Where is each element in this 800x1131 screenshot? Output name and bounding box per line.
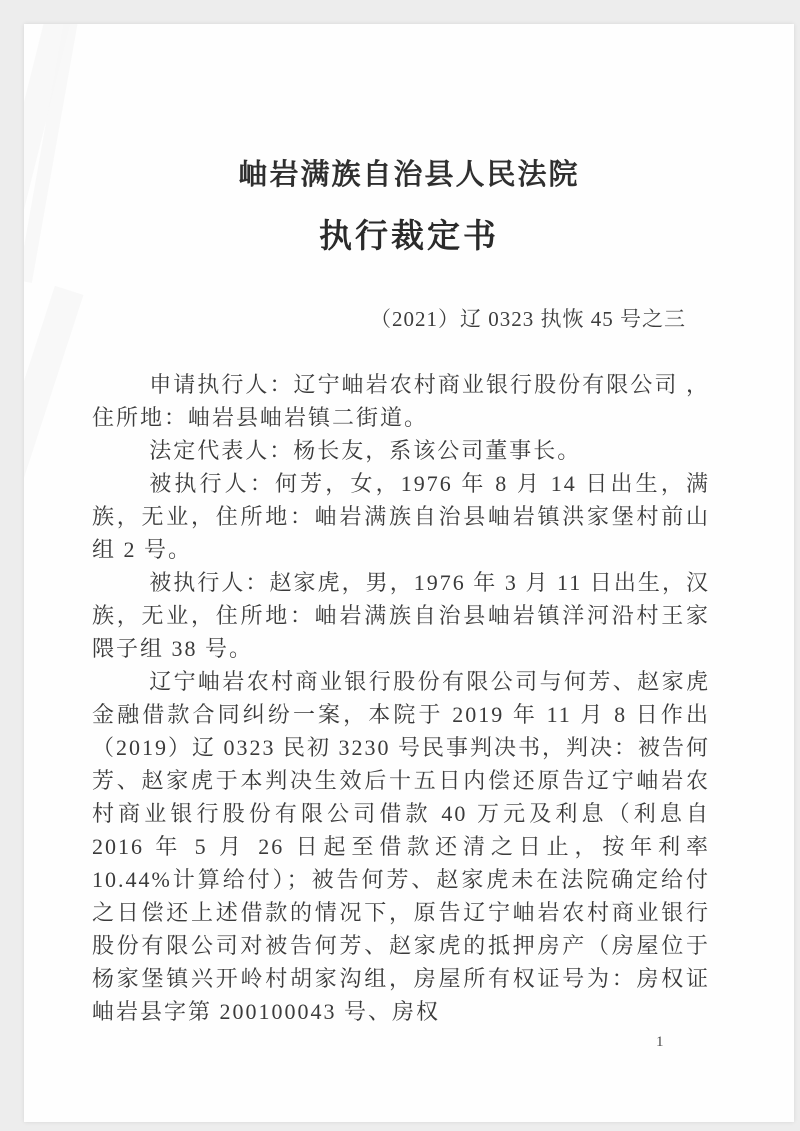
paragraph-respondent-2: 被执行人：赵家虎，男，1976 年 3 月 11 日出生，汉族，无业，住所地：岫岩满族自治县岫岩镇洋河沿村王家隈子组 38 号。 — [92, 570, 710, 661]
paragraph-case-history: 辽宁岫岩农村商业银行股份有限公司与何芳、赵家虎金融借款合同纠纷一案，本院于 2019 年 11 月 8 日作出（2019）辽 0323 民初 3230 号民事判决书，判决：被告何芳、赵家虎于本判决生效后十五日内偿还原告辽宁岫岩农村商业银行股份有限公司借款 40 万元及利息（利息自 2016 年 5 月 26 日起至借款还清之日止，按年利率 10.44%计算给付）；被告何芳、赵家虎未在法院确定给付之日偿还上述借款的情况下，原告辽宁岫岩农村商业银行股份有限公司对被告何芳、赵家虎的抵押房产（房屋位于杨家堡镇兴开岭村胡家沟组，房屋所有权证号为：房权证岫岩县字第 200100043 号、房权 — [92, 669, 711, 1024]
paragraph-respondent-1: 被执行人：何芳，女，1976 年 8 月 14 日出生，满族，无业，住所地：岫岩满族自治县岫岩镇洪家堡村前山组 2 号。 — [92, 471, 710, 562]
court-name-heading: 岫岩满族自治县人民法院 — [238, 159, 580, 191]
case-number: （2021）辽 0323 执恢 45 号之三 — [370, 307, 686, 331]
document-title: 执行裁定书 — [319, 219, 499, 255]
page-number: 1 — [656, 1034, 664, 1050]
document-body — [24, 368, 794, 1028]
document-page — [24, 24, 794, 1122]
paragraph-applicant: 申请执行人：辽宁岫岩农村商业银行股份有限公司 ，住所地：岫岩县岫岩镇二街道。 — [92, 372, 710, 430]
paragraph-legal-representative: 法定代表人：杨长友，系该公司董事长。 — [149, 438, 582, 463]
